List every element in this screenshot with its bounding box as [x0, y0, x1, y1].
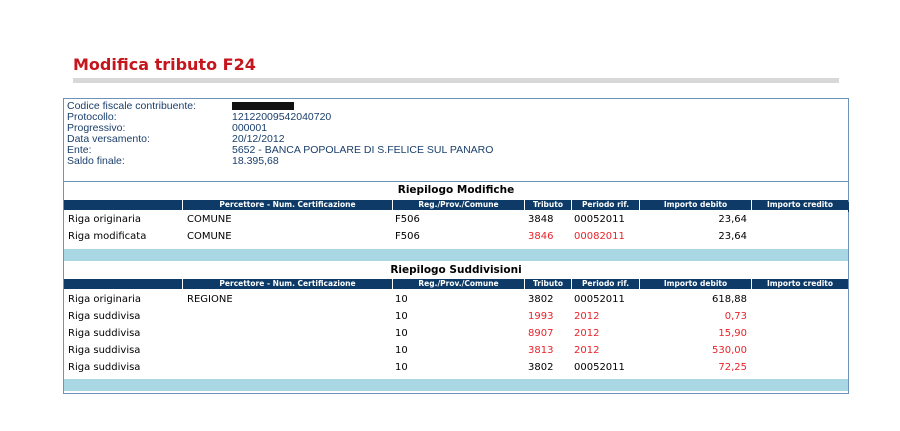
row-type: Riga suddivisa [68, 328, 141, 339]
f24-detail-panel [63, 98, 849, 394]
row-periodo: 00082011 [574, 231, 625, 242]
col-header-reg: Reg./Prov./Comune [392, 279, 524, 289]
row-credito [751, 360, 843, 376]
table-row [64, 360, 848, 376]
row-periodo: 00052011 [574, 214, 625, 225]
row-type: Riga originaria [68, 294, 141, 305]
row-type: Riga suddivisa [68, 345, 141, 356]
progressivo-value: 000001 [232, 122, 268, 134]
info-row-saldo-finale [67, 156, 847, 167]
row-periodo: 2012 [574, 345, 600, 356]
row-type: Riga modificata [68, 231, 147, 242]
col-header-periodo: Periodo rif. [571, 279, 639, 289]
row-periodo: 2012 [574, 311, 600, 322]
row-type: Riga suddivisa [68, 311, 141, 322]
row-credito [751, 343, 843, 359]
row-periodo: 2012 [574, 328, 600, 339]
col-header-reg: Reg./Prov./Comune [392, 200, 524, 210]
row-type: Riga originaria [68, 214, 141, 225]
row-debito: 618,88 [712, 294, 747, 305]
modifiche-footer-band [64, 249, 848, 261]
row-percettore: COMUNE [187, 214, 232, 225]
suddivisioni-section-title: Riepilogo Suddivisioni [390, 264, 522, 276]
row-tributo: 3848 [528, 214, 554, 225]
table-row [64, 343, 848, 359]
protocollo-value: 12122009542040720 [232, 111, 332, 123]
table-row [64, 326, 848, 342]
table-row [64, 292, 848, 308]
row-tributo: 3802 [528, 362, 554, 373]
title-divider [73, 78, 839, 83]
table-row [64, 229, 848, 245]
row-reg: F506 [395, 214, 420, 225]
header-edge-mark [845, 202, 849, 212]
row-credito [751, 326, 843, 342]
row-debito: 23,64 [718, 214, 747, 225]
col-header-periodo: Periodo rif. [571, 200, 639, 210]
row-tributo: 3802 [528, 294, 554, 305]
row-credito [751, 212, 843, 228]
info-row-ente [67, 145, 847, 156]
row-tributo: 1993 [528, 311, 554, 322]
col-header-credito: Importo credito [751, 200, 848, 210]
row-tributo: 3813 [528, 345, 554, 356]
row-reg: 10 [395, 362, 408, 373]
row-percettore: REGIONE [187, 294, 233, 305]
modifiche-section-title: Riepilogo Modifiche [397, 184, 515, 196]
row-credito [751, 309, 843, 325]
col-header-tributo: Tributo [524, 200, 571, 210]
row-periodo: 00052011 [574, 294, 625, 305]
info-row-codice-fiscale [67, 101, 847, 112]
row-debito: 23,64 [718, 231, 747, 242]
row-percettore: COMUNE [187, 231, 232, 242]
ente-value: 5652 - BANCA POPOLARE DI S.FELICE SUL PANARO [232, 144, 494, 156]
table-row [64, 212, 848, 228]
col-header-tributo: Tributo [524, 279, 571, 289]
codice-fiscale-label: Codice fiscale contribuente: [67, 100, 196, 112]
suddivisioni-table-header [64, 279, 848, 289]
row-type: Riga suddivisa [68, 362, 141, 373]
table-row [64, 309, 848, 325]
data-versamento-value: 20/12/2012 [232, 133, 285, 145]
col-header-credito: Importo credito [751, 279, 848, 289]
info-separator [64, 181, 848, 182]
row-reg: 10 [395, 311, 408, 322]
row-tributo: 3846 [528, 231, 554, 242]
protocollo-label: Protocollo: [67, 111, 117, 123]
col-header-debito: Importo debito [639, 279, 751, 289]
row-reg: 10 [395, 294, 408, 305]
row-periodo: 00052011 [574, 362, 625, 373]
row-debito: 530,00 [712, 345, 747, 356]
contributor-info [67, 101, 847, 167]
saldo-finale-label: Saldo finale: [67, 155, 125, 167]
row-reg: 10 [395, 345, 408, 356]
row-debito: 72,25 [718, 362, 747, 373]
ente-label: Ente: [67, 144, 92, 156]
progressivo-label: Progressivo: [67, 122, 126, 134]
suddivisioni-footer-band [64, 379, 848, 391]
row-debito: 15,90 [718, 328, 747, 339]
col-header-percettore: Percettore - Num. Certificazione [182, 279, 392, 289]
col-header-debito: Importo debito [639, 200, 751, 210]
col-header-percettore: Percettore - Num. Certificazione [182, 200, 392, 210]
page-title: Modifica tributo F24 [73, 55, 256, 74]
row-credito [751, 229, 843, 245]
modifiche-table-header [64, 200, 848, 210]
saldo-finale-value: 18.395,68 [232, 155, 279, 167]
info-row-progressivo [67, 123, 847, 134]
data-versamento-label: Data versamento: [67, 133, 150, 145]
info-row-protocollo [67, 112, 847, 123]
row-tributo: 8907 [528, 328, 554, 339]
redaction-bar [232, 102, 294, 110]
row-debito: 0,73 [724, 311, 747, 322]
row-credito [751, 292, 843, 308]
row-reg: 10 [395, 328, 408, 339]
row-reg: F506 [395, 231, 420, 242]
